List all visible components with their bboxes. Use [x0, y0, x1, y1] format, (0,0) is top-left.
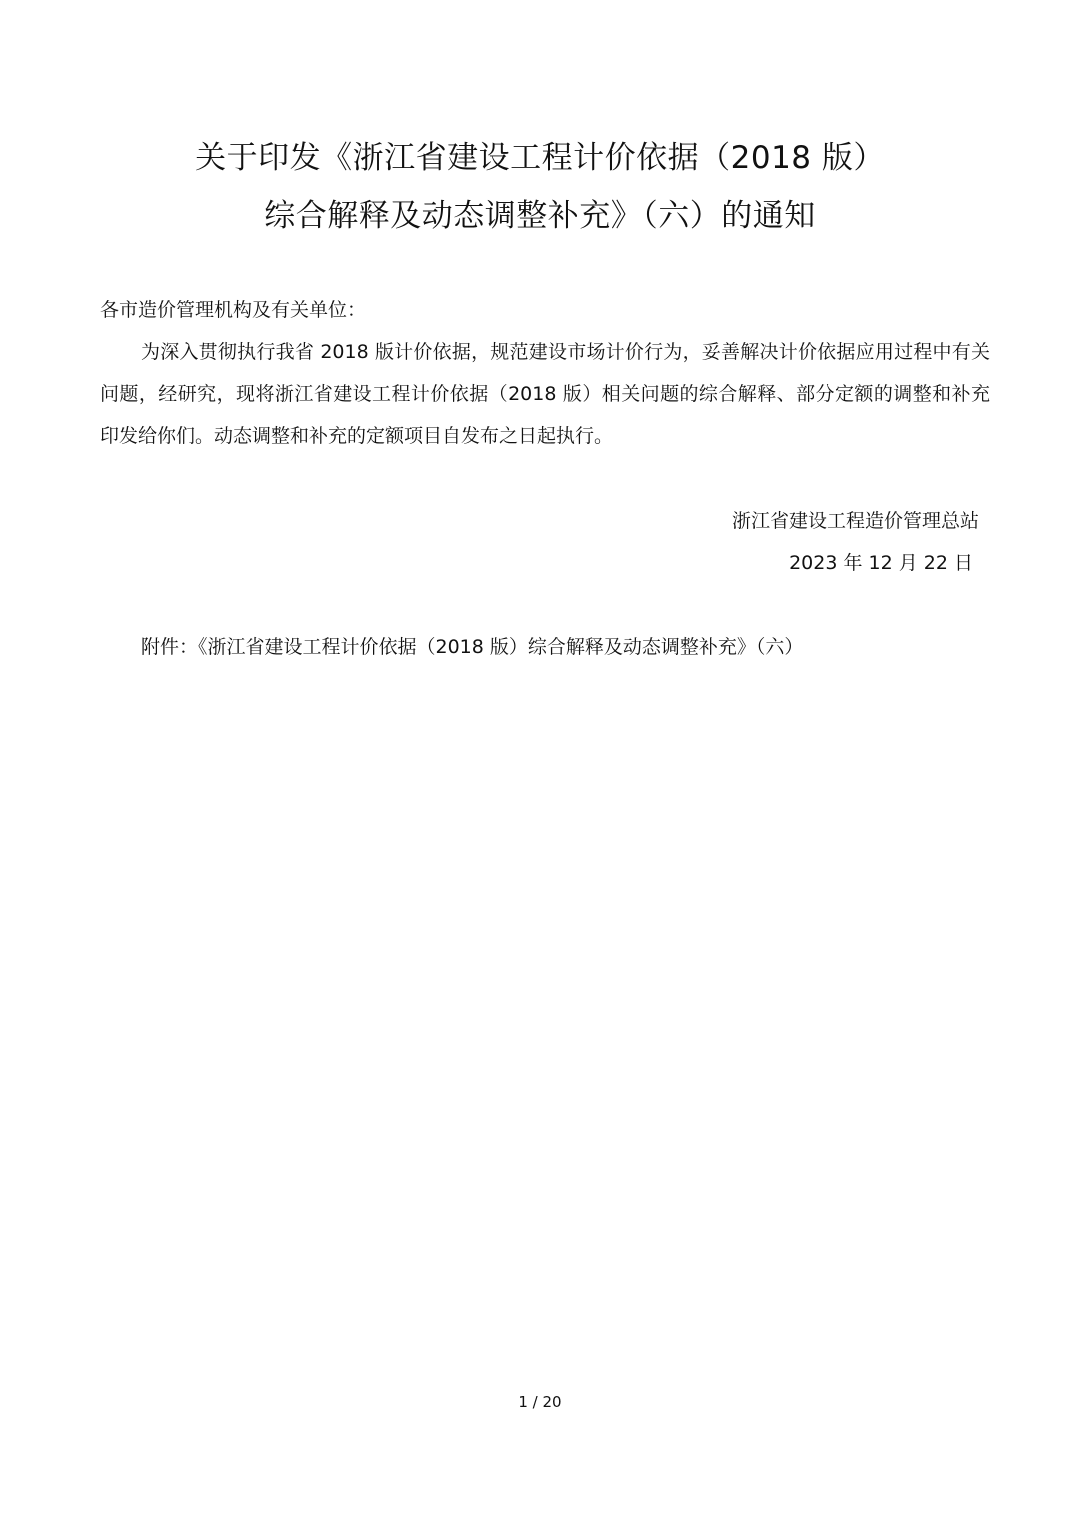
issue-date: 2023 年 12 月 22 日	[789, 552, 973, 574]
document-title-line-1: 关于印发《浙江省建设工程计价依据（2018 版）	[195, 140, 885, 176]
page-number: 1 / 20	[518, 1393, 562, 1411]
body-paragraph: 为深入贯彻执行我省 2018 版计价依据，规范建设市场计价行为，妥善解决计价依据应用过程中有关问题，经研究，现将浙江省建设工程计价依据（2018 版）相关问题的综合解释、部分定额的调整和补充印发给你们。动态调整和补充的定额项目自发布之日起执行。	[100, 341, 990, 447]
document-title-line-2: 综合解释及动态调整补充》（六）的通知	[264, 198, 816, 234]
issuer-signature: 浙江省建设工程造价管理总站	[731, 510, 979, 532]
salutation: 各市造价管理机构及有关单位：	[100, 299, 367, 321]
attachment-note: 附件：《浙江省建设工程计价依据（2018 版）综合解释及动态调整补充》（六）	[141, 636, 804, 658]
